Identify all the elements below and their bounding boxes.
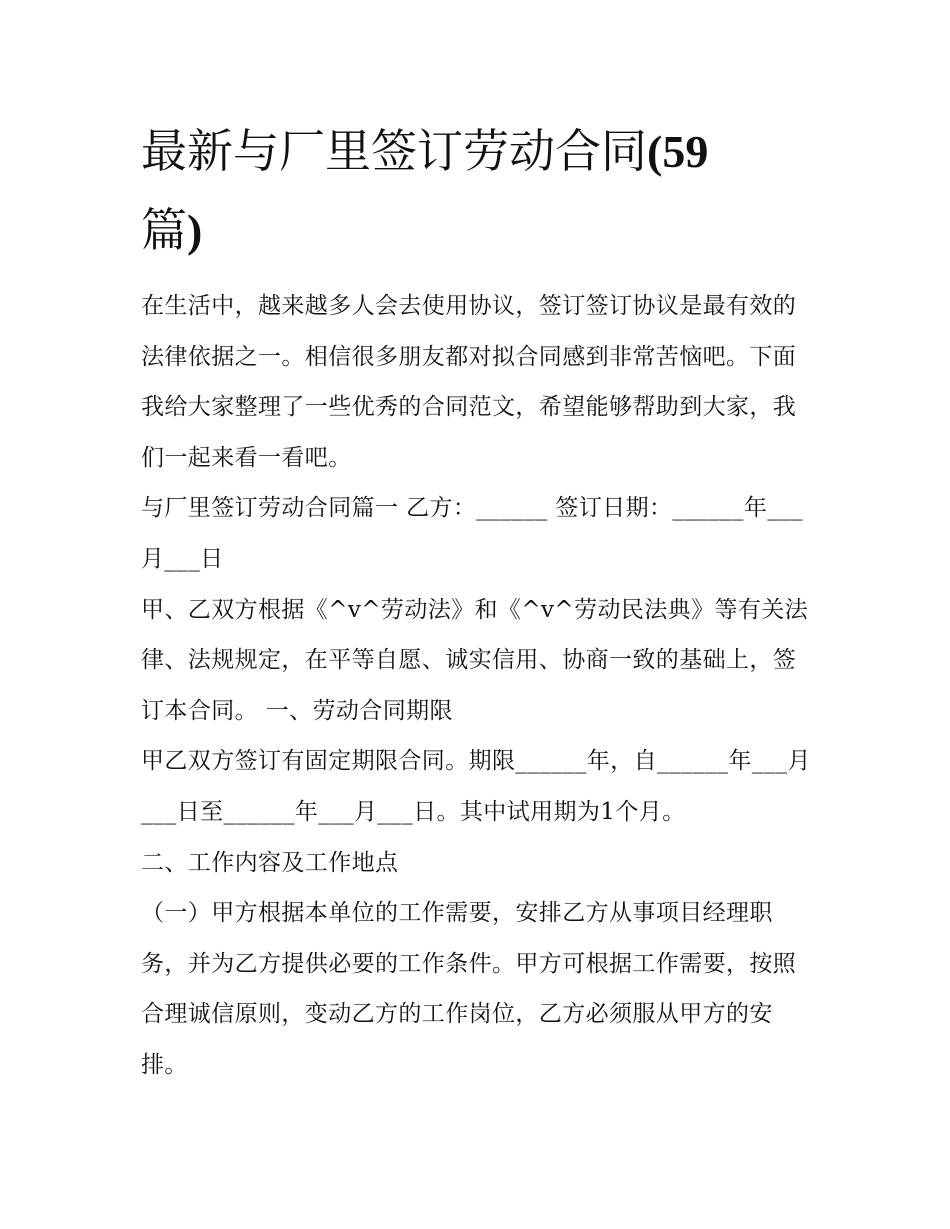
contract-header-line: 与厂里签订劳动合同篇一 乙方：______ 签订日期：______年___月___日	[141, 495, 803, 572]
contract-basis-paragraph: 甲、乙双方根据《^v^劳动法》和《^v^劳动民法典》等有关法律、法规规定，在平等自愿、诚实信用、协商一致的基础上，签订本合同。 一、劳动合同期限	[141, 596, 809, 724]
section-heading-work-content: 二、工作内容及工作地点	[141, 849, 399, 876]
work-content-paragraph: （一）甲方根据本单位的工作需要，安排乙方从事项目经理职务，并为乙方提供必要的工作条件。甲方可根据工作需要，按照合理诚信原则，变动乙方的工作岗位，乙方必须服从甲方的安排。	[141, 900, 797, 1078]
intro-paragraph: 在生活中，越来越多人会去使用协议，签订签订协议是最有效的法律依据之一。相信很多朋友都对拟合同感到非常苦恼吧。下面我给大家整理了一些优秀的合同范文，希望能够帮助到大家，我们一起来看一看吧。	[141, 293, 797, 471]
document-body	[141, 112, 816, 1091]
contract-term-paragraph: 甲乙双方签订有固定期限合同。期限______年，自______年___月___日至______年___月___日。其中试用期为1个月。	[141, 748, 811, 825]
document-title: 最新与厂里签订劳动合同(59 篇)	[141, 124, 709, 257]
